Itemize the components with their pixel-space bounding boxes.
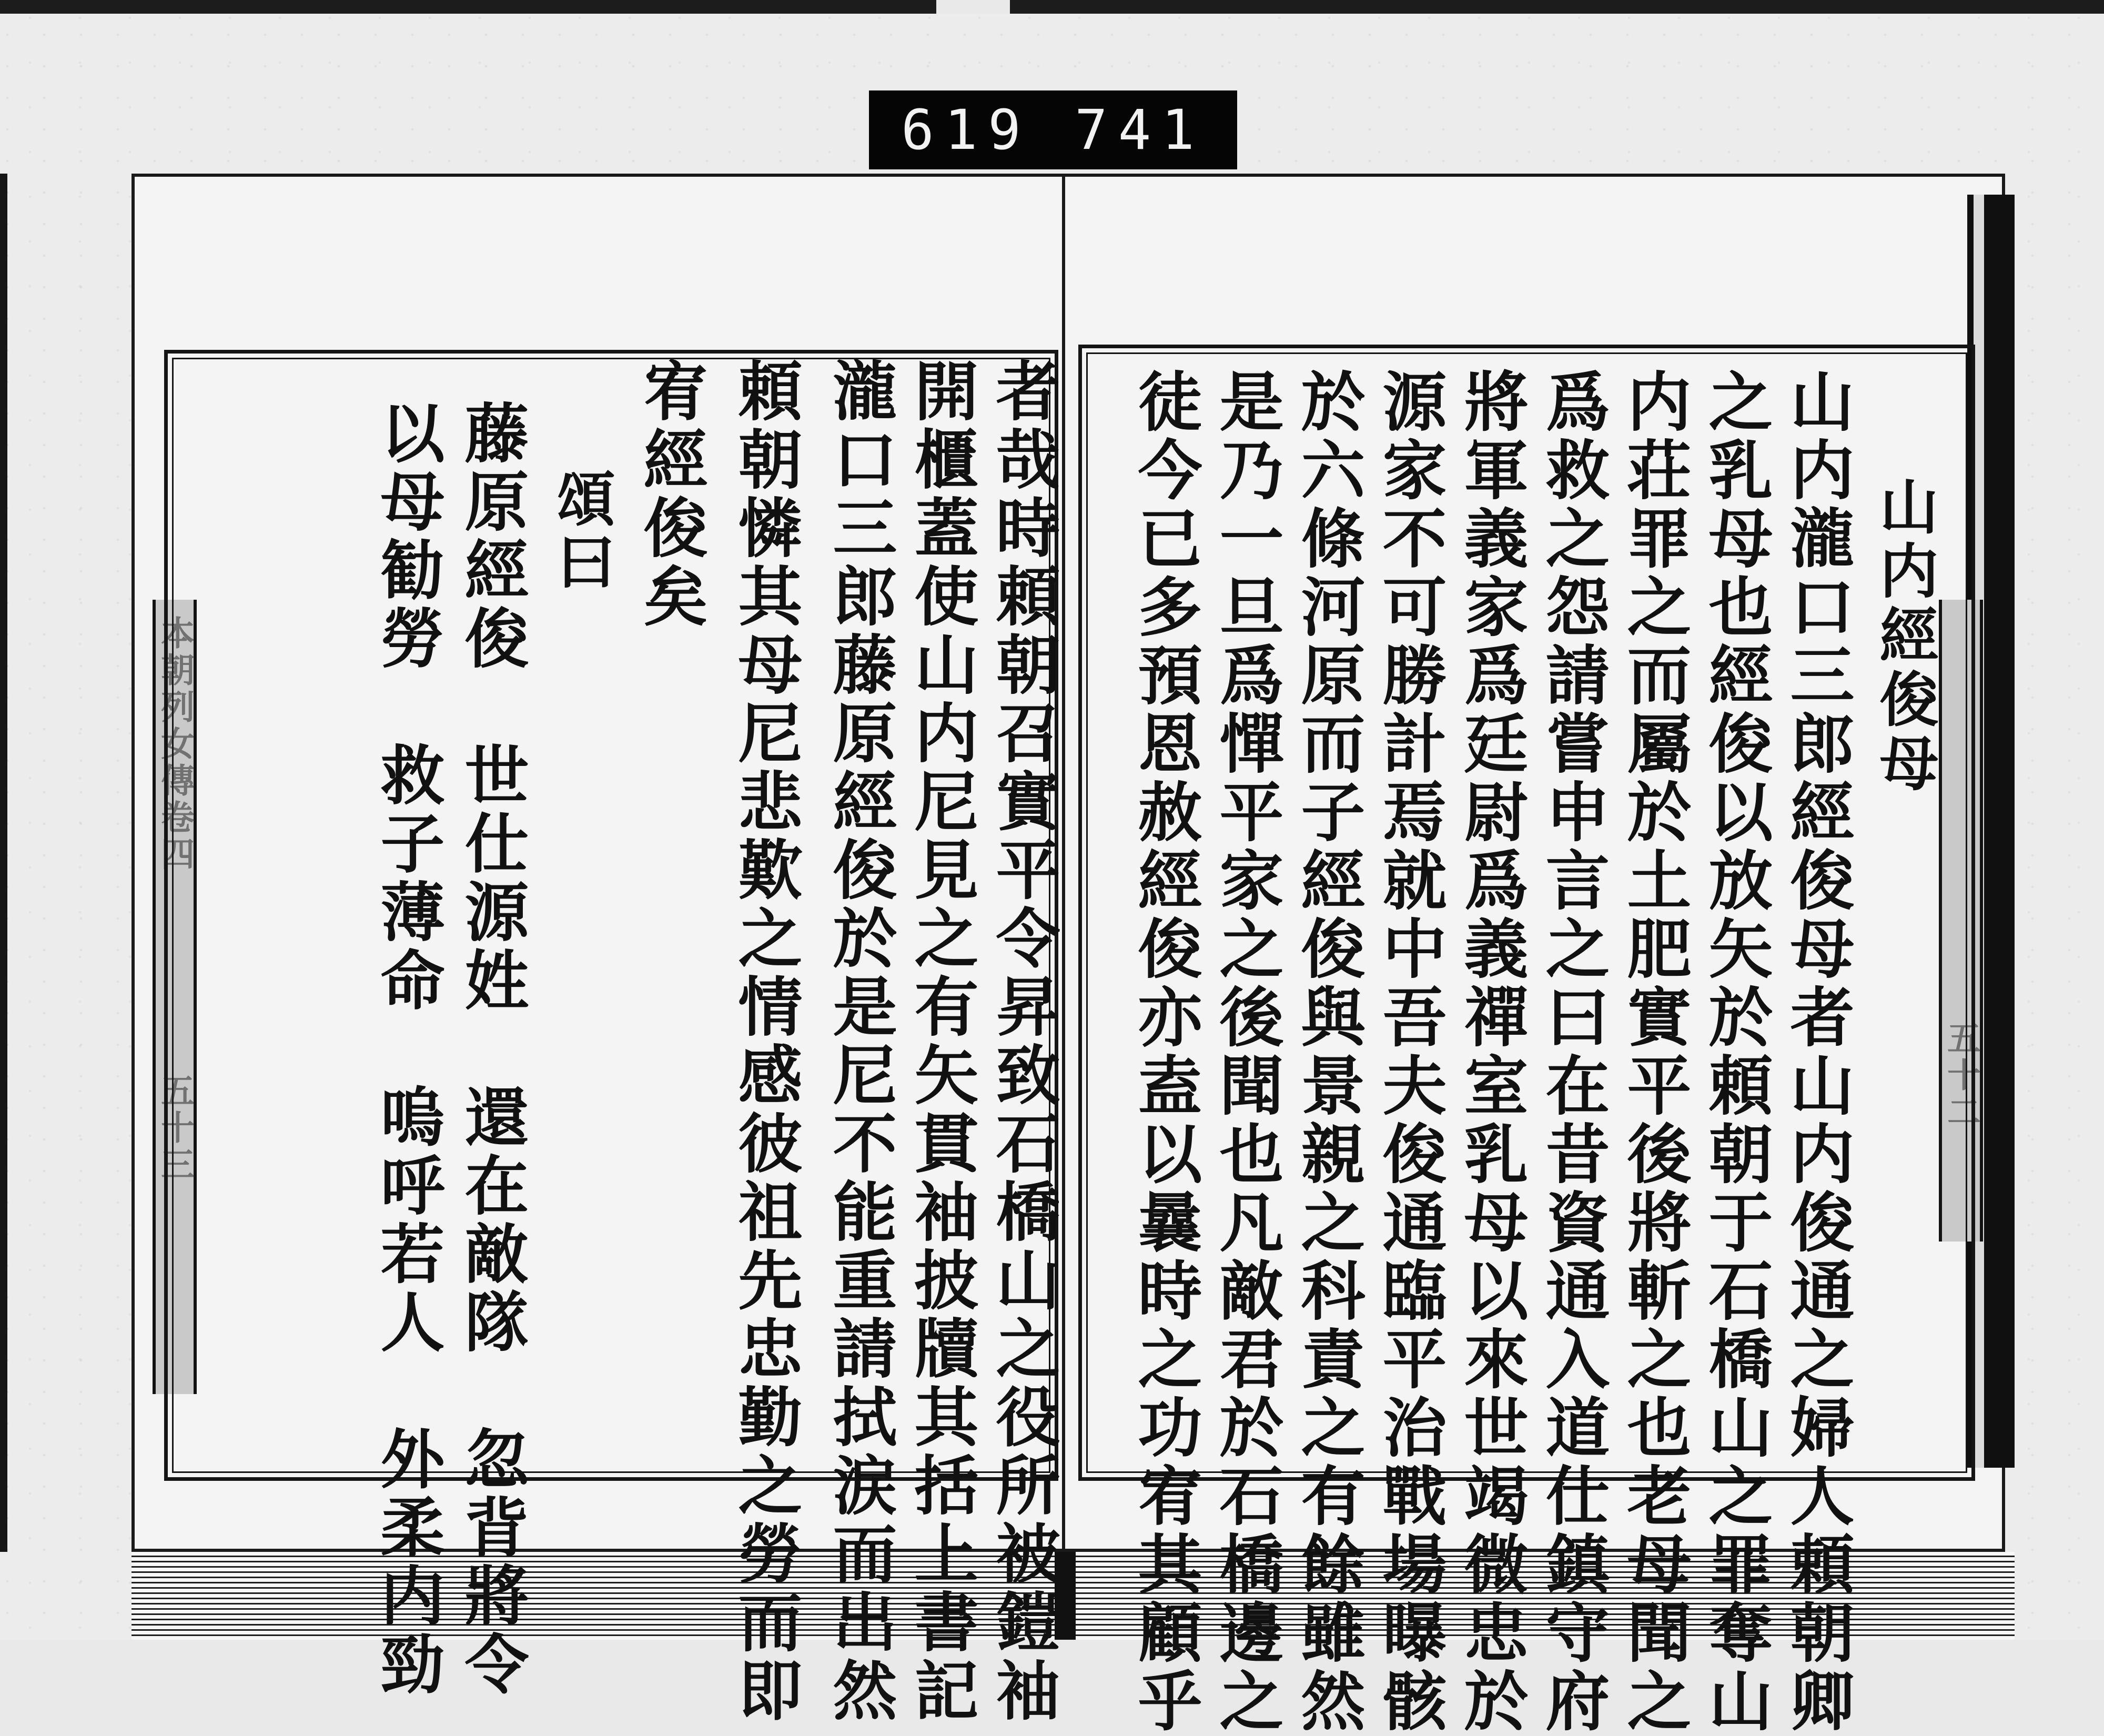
running-head-title: 本朝列女傳卷四	[155, 615, 195, 873]
text-column: 頼朝憐其母尼悲歎之情感彼祖先忠勤之勞而即	[727, 358, 803, 1725]
text-column: 將軍義家爲廷尉爲義禪室乳母以來世竭微忠於	[1453, 368, 1529, 1736]
text-column: 者哉時頼朝召實平令昇致石橋山之役所被鎧袖	[985, 358, 1061, 1725]
call-number-right: 741	[1075, 98, 1205, 162]
text-column: 瀧口三郎藤原經俊於是尼不能重請拭涙而出然	[822, 358, 898, 1725]
text-column: 宥經俊矣	[633, 358, 709, 631]
top-scan-edge	[0, 0, 2104, 14]
story-title: 山内經俊母	[1870, 476, 1939, 797]
running-head-page-number: 五十三	[155, 1073, 195, 1184]
text-column: 内荘罪之而屬於土肥實平後將斬之也老母聞之	[1616, 368, 1692, 1736]
text-column: 之乳母也經俊以放矢於頼朝于石橋山之罪奪山	[1698, 368, 1774, 1736]
text-column: 徒今已多預恩赦經俊亦盍以曩時之功宥其顧乎	[1127, 368, 1203, 1736]
verse-column: 藤原經俊 世仕源姓 還在敵隊 忽背將令	[454, 400, 530, 1699]
call-number-label	[869, 90, 1237, 169]
call-number-left: 619	[901, 98, 1031, 162]
text-column: 爲救之怨請嘗申言之曰在昔資通入道仕鎮守府	[1535, 368, 1611, 1736]
text-column: 是乃一旦爲憚平家之後聞也凡敵君於石橋邊之	[1209, 368, 1284, 1736]
text-column: 山内瀧口三郎經俊母者山内俊通之婦人頼朝卿	[1779, 368, 1855, 1736]
verse-column: 以母勧勞 救子薄命 嗚呼若人 外柔内勁	[370, 400, 446, 1699]
text-column: 開櫃蓋使山内尼見之有矢貫袖披牘其括上書記	[904, 358, 979, 1725]
verse-heading: 頌曰	[547, 468, 616, 594]
text-column: 源家不可勝計焉就中吾夫俊通臨平治戰場曝骸	[1372, 368, 1448, 1736]
running-head-page-number: 五十二	[1941, 1021, 1981, 1131]
left-cover-edge	[0, 174, 7, 1552]
text-column: 於六條河原而子經俊與景親之科責之有餘雖然	[1290, 368, 1366, 1736]
